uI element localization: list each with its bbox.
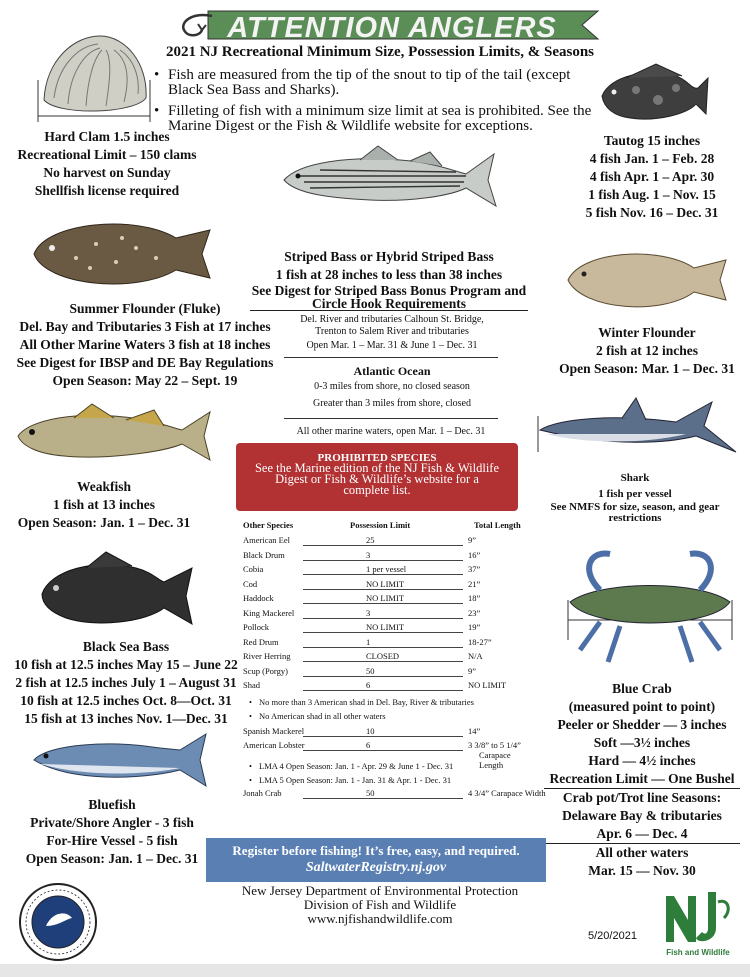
- species-name: American Eel: [243, 535, 290, 545]
- blue-crab-pot-seasons: Crab pot/Trot line Seasons:: [562, 790, 722, 805]
- total-length: 9”: [468, 535, 477, 545]
- leader-line: [303, 545, 463, 546]
- leader-line: [303, 647, 463, 648]
- blue-crab-delaware: Delaware Bay & tributaries: [562, 808, 722, 823]
- blue-crab-hard: Hard — 4½ inches: [588, 753, 696, 768]
- table-row: [243, 726, 533, 740]
- tautog-season-3: 1 fish Aug. 1 – Nov. 15: [588, 187, 716, 202]
- bluefish-for-hire: For-Hire Vessel - 5 fish: [46, 833, 178, 848]
- total-length: 16”: [468, 549, 481, 560]
- total-length: 9”: [468, 665, 477, 676]
- leader-line: [303, 618, 463, 619]
- summer-flounder-illustration: [26, 208, 216, 300]
- bullet-measure: • Fish are measured from the tip of the snout to tip of the tail (except Black Sea Bass and Sharks).: [152, 68, 592, 98]
- hard-clam-license: Shellfish license required: [34, 183, 180, 198]
- table-row: [243, 593, 533, 607]
- register-text: Register before fishing! It’s free, easy, and required.: [232, 843, 520, 858]
- black-sea-bass-season-3: 10 fish at 12.5 inches Oct. 8—Oct. 31: [20, 693, 232, 708]
- summer-flounder-digest: See Digest for IBSP and DE Bay Regulations: [16, 355, 274, 370]
- department-info: [210, 884, 550, 926]
- species-name: Pollock: [243, 622, 269, 632]
- prohibited-species-box: [236, 443, 518, 511]
- shark-title: Shark: [620, 472, 650, 484]
- species-name: Cod: [243, 578, 258, 589]
- blue-crab-soft: Soft —3½ inches: [593, 735, 691, 750]
- total-length: 37”: [468, 564, 481, 574]
- striped-bass-river: Del. River and tributaries Calhoun St. Bridge, Trenton to Salem River and tributaries: [300, 314, 484, 337]
- blue-crab-measure: (measured point to point): [568, 699, 716, 714]
- table-row: [243, 550, 533, 564]
- total-length: 21”: [468, 578, 481, 589]
- table-row: [243, 787, 546, 802]
- shark-limit: 1 fish per vessel: [598, 488, 672, 500]
- species-name: Spanish Mackerel: [243, 725, 305, 736]
- leader-line: [303, 798, 463, 799]
- logo-text: Fish and Wildlife: [666, 948, 730, 957]
- title-banner: [178, 8, 606, 42]
- hard-clam-text: [0, 128, 214, 200]
- species-name: Scup (Porgy): [243, 665, 288, 676]
- possession-limit: 50: [366, 787, 375, 798]
- leader-line: [303, 750, 463, 751]
- total-length: 14”: [468, 725, 481, 736]
- table-row: [243, 622, 533, 636]
- species-name: King Mackerel: [243, 607, 295, 618]
- possession-limit: 3: [366, 607, 371, 618]
- table-note: • No more than 3 American shad in Del. Bay, River & tributaries: [259, 697, 474, 707]
- table-row: [243, 564, 533, 578]
- leader-line: [303, 632, 463, 633]
- lobster-carapace-note: Carapace Length: [479, 749, 511, 770]
- weakfish-title: Weakfish: [76, 479, 131, 494]
- leader-line: [303, 589, 463, 590]
- species-name: American Lobster: [243, 740, 305, 750]
- black-sea-bass-illustration: [36, 546, 196, 634]
- possession-limit: 10: [366, 725, 375, 736]
- table-row: [243, 680, 533, 694]
- summer-flounder-marine: All Other Marine Waters 3 fish at 18 inches: [19, 337, 271, 352]
- summer-flounder-del-bay: Del. Bay and Tributaries 3 Fish at 17 inches: [19, 319, 271, 334]
- hard-clam-sunday: No harvest on Sunday: [43, 165, 171, 180]
- species-name: Haddock: [243, 593, 274, 603]
- black-sea-bass-title: Black Sea Bass: [82, 639, 170, 654]
- table-note: • LMA 5 Open Season: Jan. 1 - Jan. 31 & Apr. 1 - Dec. 31: [259, 775, 451, 785]
- leader-line: [303, 736, 463, 737]
- table-row: [243, 666, 533, 680]
- hard-clam-illustration: [34, 30, 154, 125]
- atlantic-3-plus: Greater than 3 miles from shore, closed: [312, 398, 471, 409]
- possession-limit: 50: [366, 665, 375, 676]
- weakfish-season: Open Season: Jan. 1 – Dec. 31: [17, 515, 191, 530]
- nj-fish-wildlife-logo: [662, 888, 734, 964]
- winter-flounder-title: Winter Flounder: [598, 325, 696, 340]
- table-row: [243, 651, 533, 665]
- black-sea-bass-text: [8, 638, 244, 728]
- weakfish-text: [14, 478, 194, 532]
- possession-limit: 6: [366, 740, 371, 750]
- species-name: Red Drum: [243, 636, 279, 647]
- total-length: NO LIMIT: [468, 680, 507, 690]
- date-label: 5/20/2021: [588, 930, 637, 942]
- blue-crab-text: [544, 680, 740, 880]
- striped-bass-text: [250, 248, 528, 311]
- shark-text: [540, 470, 730, 524]
- blue-crab-illustration: [560, 540, 740, 674]
- table-row: [243, 579, 533, 593]
- total-length: 18”: [468, 593, 481, 603]
- website-link[interactable]: www.njfishandwildlife.com: [307, 911, 453, 926]
- tautog-size: Tautog 15 inches: [603, 133, 701, 148]
- striped-bass-limit: 1 fish at 28 inches to less than 38 inches: [275, 267, 503, 282]
- registry-link[interactable]: SaltwaterRegistry.nj.gov: [305, 860, 447, 875]
- prohibited-text: See the Marine edition of the NJ Fish & Wildlife Digest or Fish & Wildlife’s website for a complete list.: [254, 461, 500, 497]
- tautog-season-4: 5 fish Nov. 16 – Dec. 31: [585, 205, 719, 220]
- summer-flounder-text: [6, 300, 284, 390]
- njdep-seal-icon: [18, 882, 98, 962]
- hard-clam-size: Hard Clam 1.5 inches: [44, 129, 170, 144]
- leader-line: [303, 574, 463, 575]
- bullet-filleting: • Filleting of fish with a minimum size limit at sea is prohibited. See the Marine Digest or the Fish & Wildlife website for exceptions.: [152, 104, 592, 134]
- possession-limit: 6: [366, 680, 371, 690]
- table-note: • No American shad in all other waters: [259, 711, 386, 721]
- weakfish-illustration: [14, 398, 214, 468]
- striped-bass-illustration: [280, 140, 500, 215]
- species-name: Shad: [243, 680, 260, 690]
- prohibited-title: PROHIBITED SPECIES: [317, 452, 437, 464]
- black-sea-bass-season-2: 2 fish at 12.5 inches July 1 – August 31: [15, 675, 237, 690]
- divider: [284, 418, 498, 419]
- tautog-season-2: 4 fish Apr. 1 – Apr. 30: [589, 169, 715, 184]
- striped-bass-circle-hook: Circle Hook Requirements: [250, 298, 528, 311]
- leader-line: [303, 560, 463, 561]
- total-length: 4 3/4” Carapace Width: [468, 787, 546, 798]
- total-length: 23”: [468, 607, 481, 618]
- divider: [284, 357, 498, 358]
- possession-limit: CLOSED: [366, 651, 400, 661]
- winter-flounder-limit: 2 fish at 12 inches: [595, 343, 698, 358]
- header-limit: Possession Limit: [350, 520, 411, 530]
- bluefish-season: Open Season: Jan. 1 – Dec. 31: [25, 851, 199, 866]
- hard-clam-limit: Recreational Limit – 150 clams: [17, 147, 197, 162]
- striped-bass-digest: See Digest for Striped Bass Bonus Program and: [251, 283, 527, 298]
- blue-crab-other-waters: All other waters: [595, 845, 689, 860]
- table-row: [243, 637, 533, 651]
- division-name: Division of Fish and Wildlife: [303, 897, 457, 912]
- header-species: Other Species: [243, 520, 294, 530]
- department-name: New Jersey Department of Environmental Protection: [241, 883, 519, 898]
- possession-limit: 25: [366, 535, 375, 545]
- total-length: 18-27”: [468, 636, 492, 647]
- summer-flounder-title: Summer Flounder (Fluke): [69, 301, 221, 316]
- atlantic-0-3: 0-3 miles from shore, no closed season: [314, 381, 470, 392]
- nj-logo-icon: [662, 888, 734, 946]
- species-name: River Herring: [243, 651, 291, 661]
- total-length: 3 3/8” to 5 1/4”: [468, 740, 521, 750]
- possession-limit: 1 per vessel: [366, 564, 407, 574]
- leader-line: [303, 690, 463, 691]
- atlantic-title: Atlantic Ocean: [353, 364, 431, 378]
- bluefish-illustration: [30, 730, 210, 790]
- tautog-illustration: [596, 60, 711, 130]
- tautog-text: [554, 132, 750, 222]
- black-sea-bass-season-1: 10 fish at 12.5 inches May 15 – June 22: [14, 657, 238, 672]
- shark-illustration: [536, 394, 740, 458]
- leader-line: [303, 603, 463, 604]
- striped-bass-title: Striped Bass or Hybrid Striped Bass: [284, 249, 494, 264]
- leader-line: [303, 676, 463, 677]
- black-sea-bass-season-4: 15 fish at 13 inches Nov. 1—Dec. 31: [24, 711, 228, 726]
- possession-limit: NO LIMIT: [366, 622, 405, 632]
- blue-crab-other-dates: Mar. 15 — Nov. 30: [588, 863, 696, 878]
- leader-line: [303, 661, 463, 662]
- blue-crab-peeler: Peeler or Shedder — 3 inches: [557, 717, 727, 732]
- table-note: • LMA 4 Open Season: Jan. 1 - Apr. 29 & June 1 - Dec. 31: [259, 761, 453, 771]
- weakfish-limit: 1 fish at 13 inches: [52, 497, 155, 512]
- possession-limit: NO LIMIT: [366, 593, 405, 603]
- possession-limit: 3: [366, 549, 371, 560]
- bottom-strip: [0, 964, 750, 977]
- winter-flounder-illustration: [562, 240, 732, 320]
- bluefish-text: [14, 796, 210, 868]
- bluefish-private: Private/Shore Angler - 3 fish: [30, 815, 194, 830]
- possession-limit: 1: [366, 636, 371, 647]
- species-name: Jonah Crab: [243, 787, 282, 798]
- species-name: Black Drum: [243, 549, 285, 560]
- summer-flounder-season: Open Season: May 22 – Sept. 19: [52, 373, 238, 388]
- intro-bullets: [152, 68, 592, 140]
- blue-crab-title: Blue Crab: [612, 681, 672, 696]
- species-name: Cobia: [243, 564, 264, 574]
- page-subtitle: 2021 NJ Recreational Minimum Size, Possession Limits, & Seasons: [165, 44, 595, 60]
- blue-crab-limit: Recreation Limit — One Bushel: [544, 770, 740, 789]
- possession-limit: NO LIMIT: [366, 578, 405, 589]
- header-length: Total Length: [474, 520, 521, 530]
- register-banner[interactable]: [206, 838, 546, 882]
- bluefish-title: Bluefish: [88, 797, 136, 812]
- table-row: [243, 535, 533, 549]
- total-length: N/A: [468, 651, 483, 661]
- total-length: 19”: [468, 622, 481, 632]
- blue-crab-delaware-dates: Apr. 6 — Dec. 4: [544, 825, 740, 844]
- striped-bass-river-open: Open Mar. 1 – Mar. 31 & June 1 – Dec. 31: [306, 340, 478, 351]
- table-row: [243, 608, 533, 622]
- winter-flounder-season: Open Season: Mar. 1 – Dec. 31: [559, 361, 735, 376]
- winter-flounder-text: [552, 324, 742, 378]
- shark-nmfs: See NMFS for size, season, and gear restrictions: [550, 501, 720, 524]
- striped-bass-other: All other marine waters, open Mar. 1 – Dec. 31: [296, 426, 486, 437]
- banner-title: ATTENTION ANGLERS: [227, 12, 557, 44]
- tautog-season-1: 4 fish Jan. 1 – Feb. 28: [589, 151, 715, 166]
